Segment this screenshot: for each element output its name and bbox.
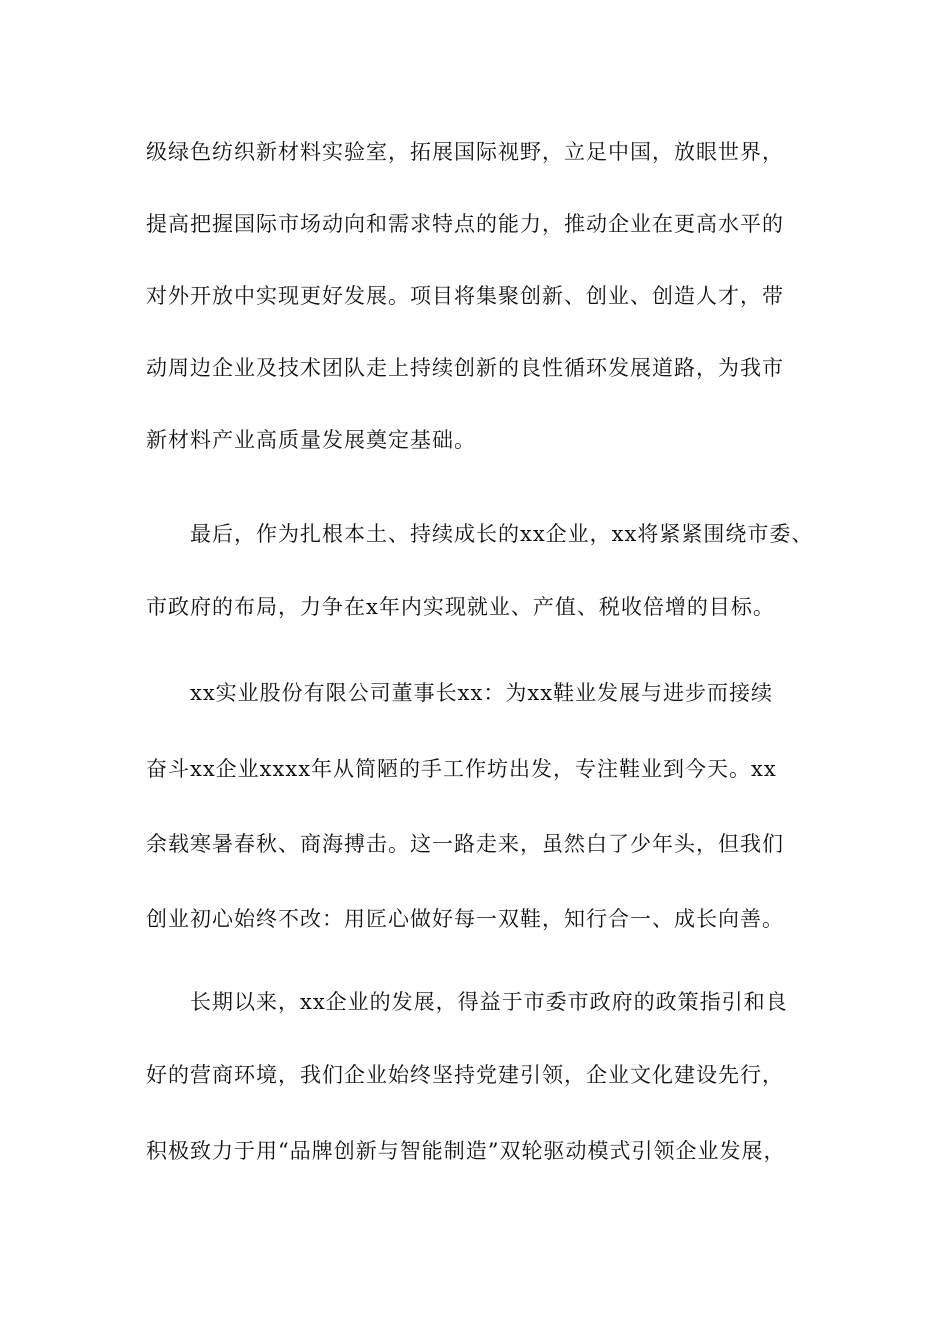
text-line: 提高把握国际市场动向和需求特点的能力，推动企业在更高水平的 (146, 212, 784, 236)
text-line: 创业初心始终不改：用匠心做好每一双鞋，知行合一、成长向善。 (146, 907, 784, 931)
text-line: 动周边企业及技术团队走上持续创新的良性循环发展道路，为我市 (146, 356, 784, 380)
text-line: 余载寒暑春秋、商海搏击。这一路走来，虽然白了少年头，但我们 (146, 832, 784, 856)
paragraph-start-line: xx实业股份有限公司董事长xx：为xx鞋业发展与进步而接续 (190, 681, 774, 705)
text-line: 新材料产业高质量发展奠定基础。 (146, 428, 476, 452)
text-line: 奋斗xx企业xxxx年从简陋的手工作坊出发，专注鞋业到今天。xx (146, 757, 777, 781)
text-line: 对外开放中实现更好发展。项目将集聚创新、创业、创造人才，带 (146, 284, 784, 308)
text-line: 级绿色纺织新材料实验室，拓展国际视野，立足中国，放眼世界， (146, 140, 784, 164)
paragraph-start-line: 长期以来，xx企业的发展，得益于市委市政府的政策指引和良 (190, 990, 788, 1014)
text-line: 积极致力于用“品牌创新与智能制造”双轮驱动模式引领企业发展， (146, 1139, 786, 1163)
text-line: 好的营商环境，我们企业始终坚持党建引领，企业文化建设先行， (146, 1063, 784, 1087)
paragraph-start-line: 最后，作为扎根本土、持续成长的xx企业，xx将紧紧围绕市委、 (190, 522, 814, 546)
text-line: 市政府的布局，力争在x年内实现就业、产值、税收倍增的目标。 (146, 595, 775, 619)
